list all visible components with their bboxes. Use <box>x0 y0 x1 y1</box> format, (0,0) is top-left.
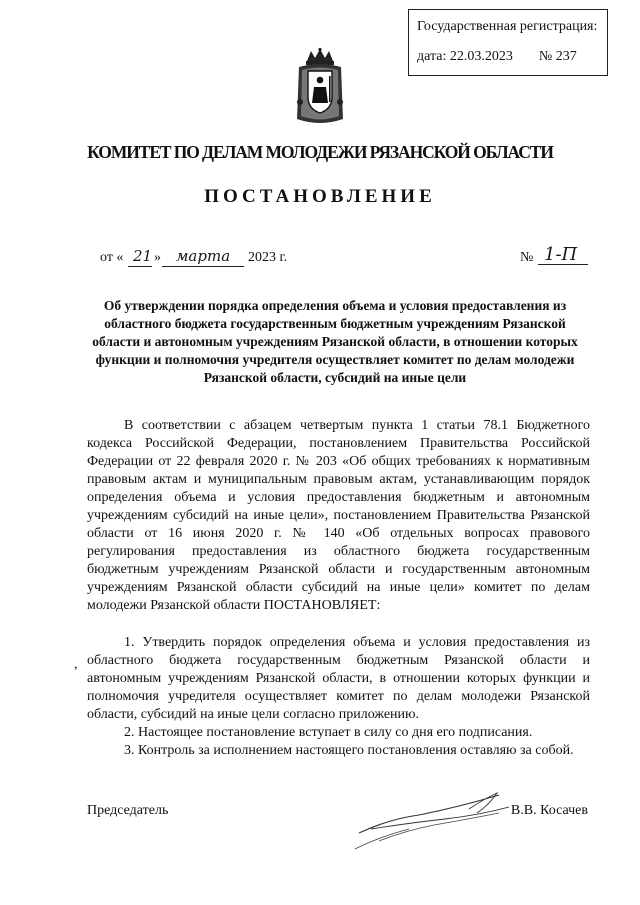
margin-mark: , <box>74 657 78 672</box>
date-prefix: от « <box>100 250 124 265</box>
preamble-paragraph: В соответствии с абзацем четвертым пункта 1 статьи 78.1 Бюджетного кодекса Российской Федерации, постановлением Правительства Российской Федерации от 22 февраля 2020 г. № 203 «Об общих требованиях к нормативным правовым актам и муниципальным правовым актам, устанавливающим порядок определения объема и условия предоставления бюджетным и автономным учреждениям субсидий на иные цели», постановлением Правительства Рязанской области от 16 июня 2020 г. № 140 «Об отдельных вопросах правового регулирования предоставления из областного бюджета государственным бюджетным учреждениям Рязанской области и государственным автономным учреждениям Рязанской области субсидий на иные цели» комитет по делам молодежи Рязанской области ПОСТАНОВЛЯЕТ: <box>87 418 590 613</box>
document-type: ПОСТАНОВЛЕНИЕ <box>204 186 436 207</box>
clause-1-paragraph: 1. Утвердить порядок определения объема и условия предоставления из областного бюджета государственным бюджетным Рязанской области и автономным учреждениям Рязанской области, в отношении которых функции и полномочия учредителя осуществляет комитет по делам молодежи Рязанской области, субсидий на иные цели согласно приложению. <box>87 635 590 722</box>
date-line <box>100 247 300 272</box>
date-day: 21 <box>133 247 153 265</box>
signer-title: Председатель <box>87 803 169 818</box>
number-line <box>520 244 600 272</box>
handwritten-signature-icon <box>349 789 519 859</box>
coat-of-arms-icon <box>293 47 347 127</box>
document-title: Об утверждении порядка определения объема и условия предоставления из областного бюджета государственным бюджетным учреждениям Рязанской области и автономным учреждениям Рязанской области, в отношении которых функции и полномочия учредителя осуществляет комитет по делам молодежи Рязанской области, субсидий на иные цели <box>92 298 578 385</box>
registration-label: Государственная регистрация: <box>417 19 598 34</box>
document-number: 1-П <box>544 244 578 265</box>
date-month: марта <box>176 247 231 265</box>
signature-block <box>87 803 590 863</box>
date-year: 2023 г. <box>248 250 288 265</box>
date-mid: » <box>154 250 161 265</box>
committee-name: КОМИТЕТ ПО ДЕЛАМ МОЛОДЕЖИ РЯЗАНСКОЙ ОБЛАСТИ <box>87 142 553 162</box>
number-prefix: № <box>520 250 534 265</box>
registration-stamp <box>408 9 608 76</box>
registration-date: дата: 22.03.2023 <box>417 49 513 64</box>
clause-2-paragraph: 2. Настоящее постановление вступает в силу со дня его подписания. <box>124 725 533 740</box>
clause-3-paragraph: 3. Контроль за исполнением настоящего постановления оставляю за собой. <box>124 743 574 758</box>
registration-number: № 237 <box>538 49 577 64</box>
signer-name: В.В. Косачев <box>510 803 588 818</box>
